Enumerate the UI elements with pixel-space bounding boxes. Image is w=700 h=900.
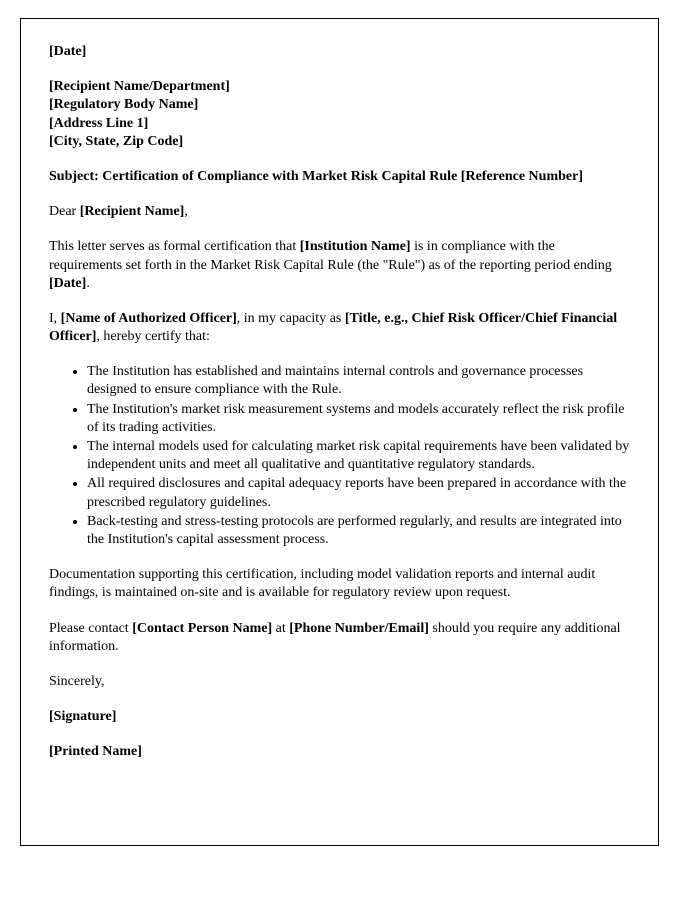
- capacity-text-2: , in my capacity as: [236, 310, 345, 326]
- certification-paragraph: [49, 238, 630, 293]
- contact-text-2: at: [272, 620, 290, 636]
- salutation: [49, 203, 630, 221]
- salutation-recipient-placeholder: [Recipient Name]: [79, 204, 185, 220]
- salutation-suffix: ,: [184, 204, 188, 220]
- recipient-name-line: [Recipient Name/Department]: [49, 79, 230, 95]
- date-placeholder: [Date]: [49, 44, 87, 59]
- signature-placeholder: [Signature]: [49, 709, 117, 725]
- certification-list: [49, 363, 630, 549]
- cert-text-2: is in compliance with the requirements set forth in the Market Risk Capital Rule (the "Rule") as of the reporting period ending: [49, 239, 612, 273]
- closing: Sincerely,: [49, 673, 105, 689]
- period-date-placeholder: [Date]: [49, 275, 87, 291]
- letter-page: [20, 18, 659, 846]
- contact-person-placeholder: [Contact Person Name]: [132, 620, 273, 636]
- officer-name-placeholder: [Name of Authorized Officer]: [60, 310, 237, 326]
- city-state-zip-line: [City, State, Zip Code]: [49, 133, 184, 149]
- contact-paragraph: [49, 620, 630, 656]
- address-line: [Address Line 1]: [49, 115, 149, 131]
- certification-item: • All required disclosures and capital adequacy reports have been prepared in accordance with the prescribed regulatory guidelines.: [87, 475, 630, 511]
- capacity-paragraph: [49, 310, 630, 346]
- capacity-text-3: , hereby certify that:: [96, 329, 210, 345]
- cert-text-1: This letter serves as formal certification that: [49, 239, 300, 255]
- capacity-text-1: I,: [49, 310, 61, 326]
- recipient-address-block: [49, 78, 630, 151]
- regulatory-body-line: [Regulatory Body Name]: [49, 97, 199, 113]
- salutation-prefix: Dear: [49, 204, 80, 220]
- subject-line: Subject: Certification of Compliance with Market Risk Capital Rule [Reference Number]: [49, 168, 583, 184]
- contact-text-1: Please contact: [49, 620, 133, 636]
- printed-name-placeholder: [Printed Name]: [49, 744, 142, 760]
- cert-text-3: .: [86, 275, 90, 291]
- officer-title-placeholder: [Title, e.g., Chief Risk Officer/Chief Financial Officer]: [49, 310, 618, 345]
- certification-item: • Back-testing and stress-testing protocols are performed regularly, and results are integrated into the Institution's capital assessment process.: [87, 513, 630, 549]
- certification-item: • The Institution's market risk measurement systems and models accurately reflect the risk profile of its trading activities.: [87, 401, 630, 437]
- certification-item: • The Institution has established and maintains internal controls and governance processes designed to ensure compliance with the Rule.: [87, 363, 630, 399]
- phone-email-placeholder: [Phone Number/Email]: [289, 620, 429, 636]
- certification-item: • The internal models used for calculating market risk capital requirements have been validated by independent units and meet all qualitative and quantitative regulatory standards.: [87, 438, 630, 474]
- institution-name-placeholder: [Institution Name]: [299, 239, 411, 255]
- documentation-paragraph: Documentation supporting this certification, including model validation reports and internal audit findings, is maintained on-site and is available for regulatory review upon request.: [49, 567, 596, 601]
- contact-text-3: should you require any additional information.: [49, 620, 621, 654]
